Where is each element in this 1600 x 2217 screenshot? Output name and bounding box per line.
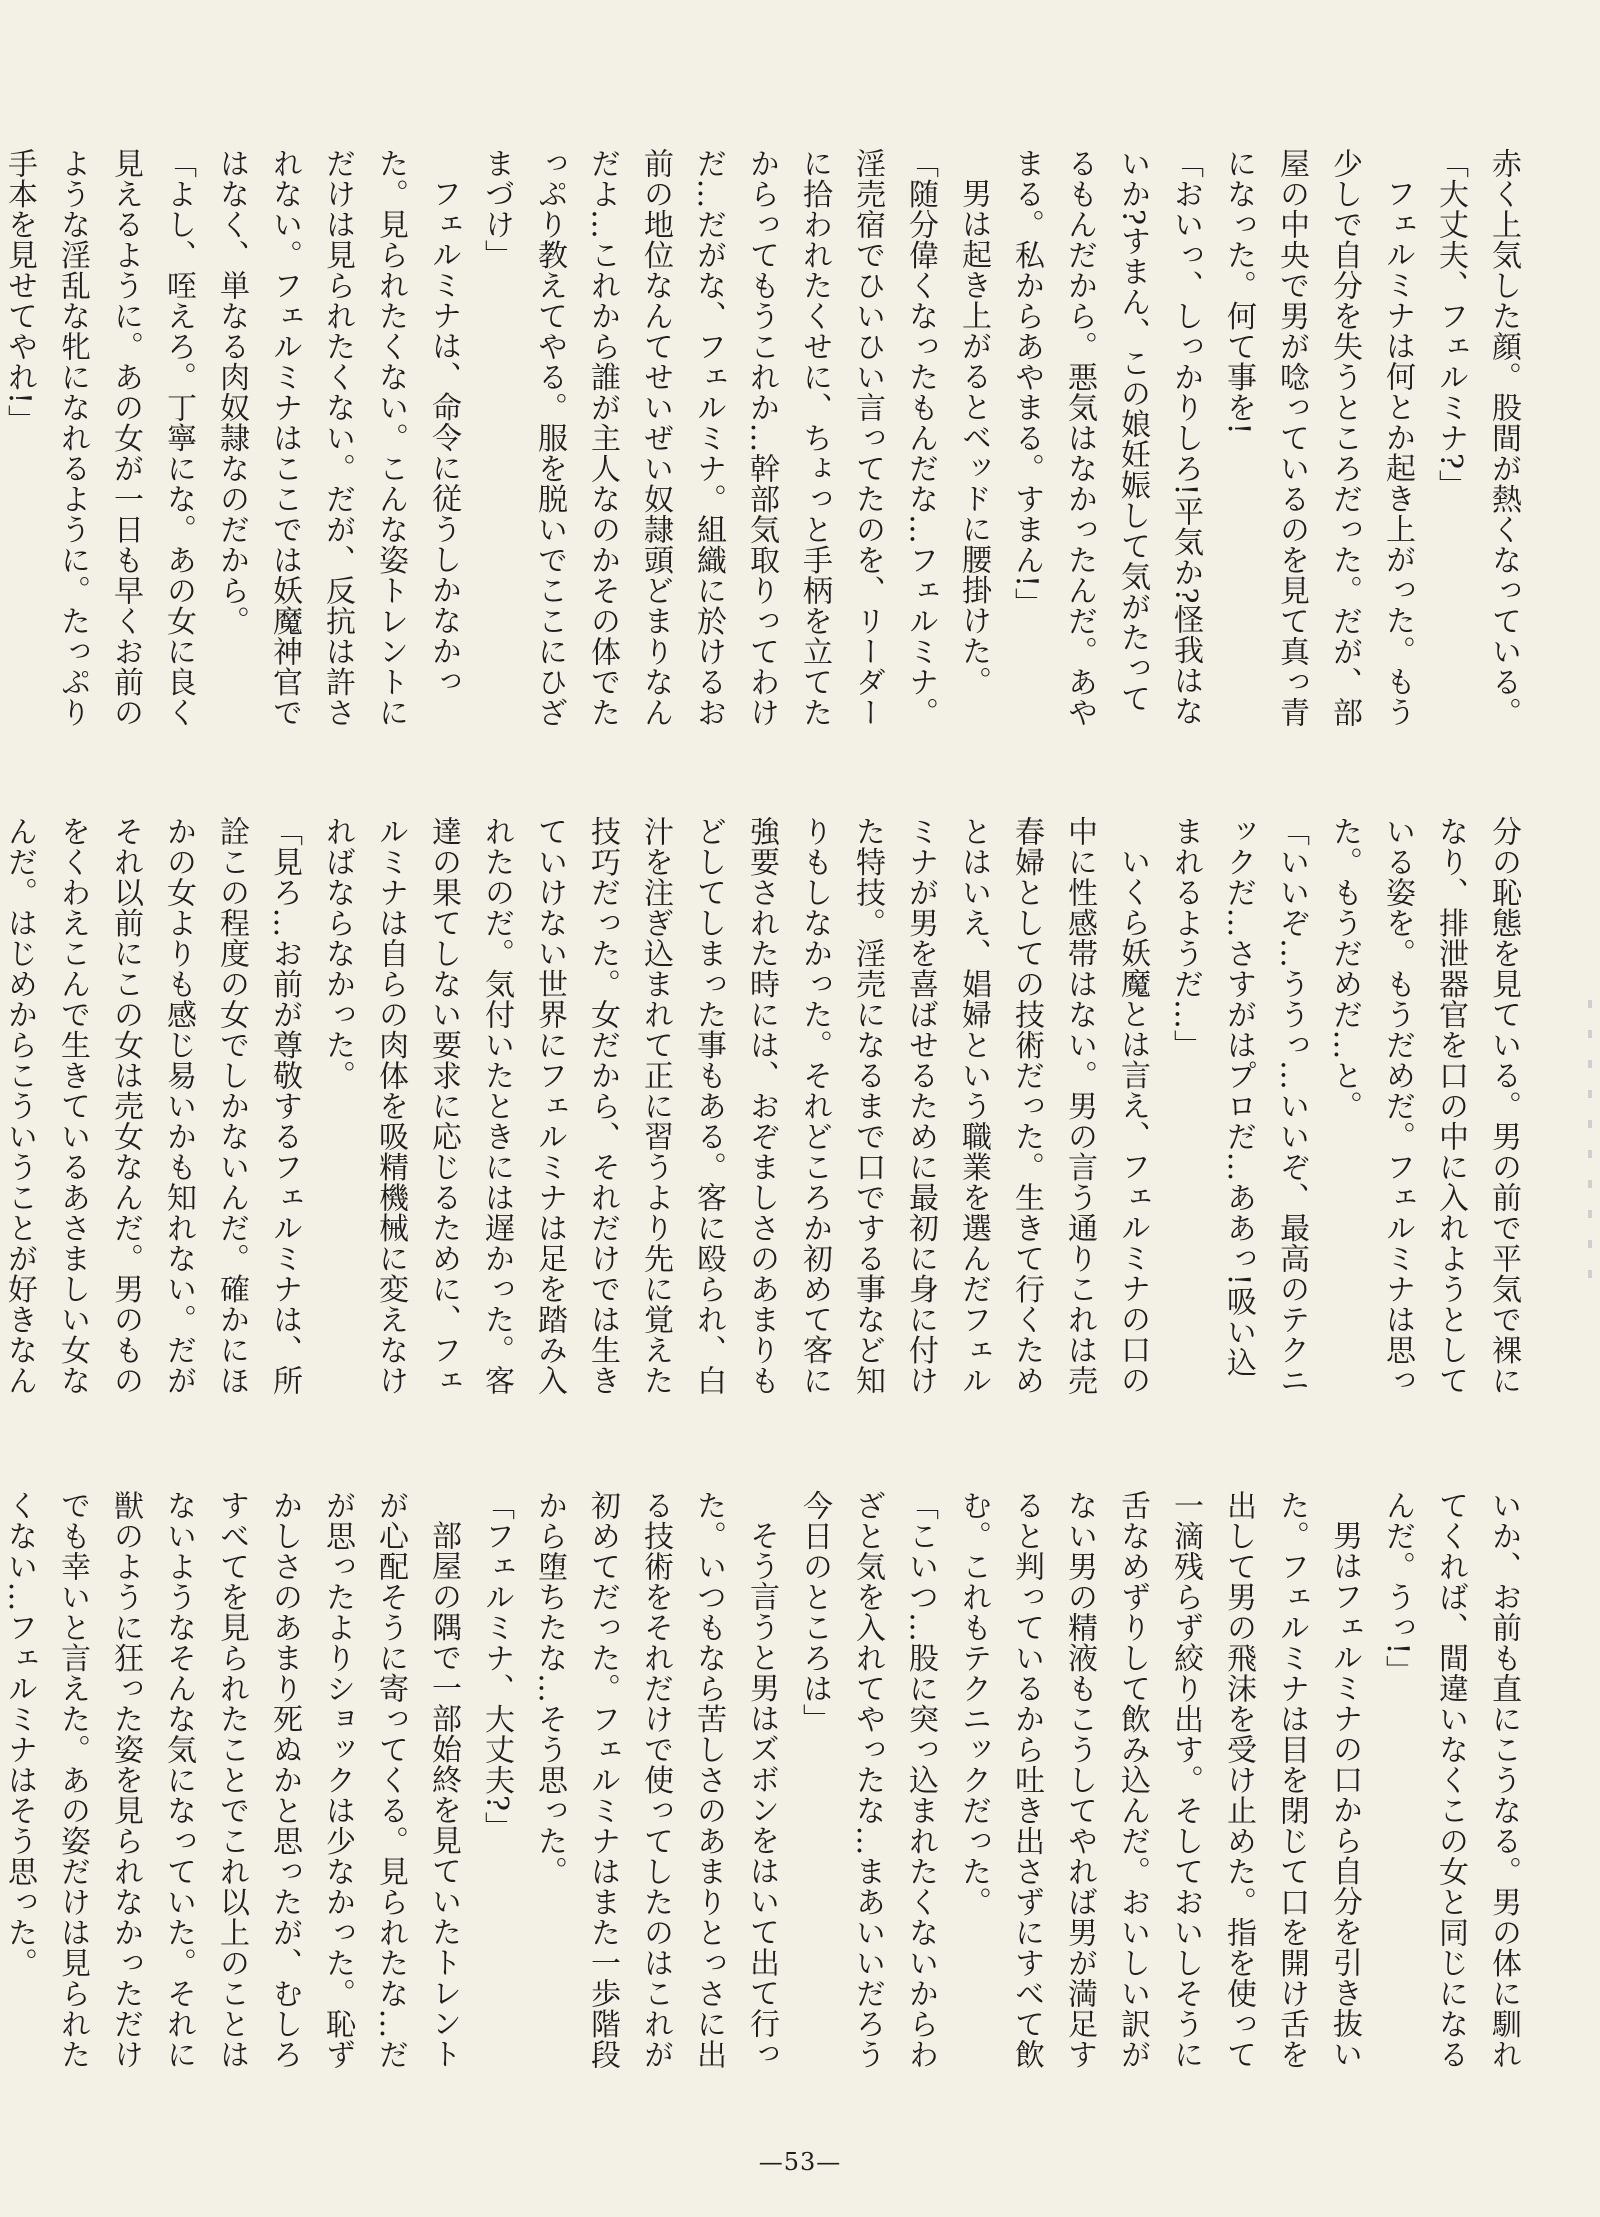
narration-paragraph: いか、お前も直にこうなる。男の体に馴れてくれば、間違いなくこの女と同じになるんだ。うっ!」 <box>1380 1490 1521 2070</box>
dialogue-paragraph: 「よし、咥えろ。丁寧にな。あの女に良く見えるように。あの女が一日も早くお前のような淫乱な牝になれるように。たっぷり手本を見せてやれ!」 <box>2 148 196 728</box>
page-number: —53— <box>758 2148 842 2176</box>
text-column-middle <box>2 816 1530 1406</box>
narration-paragraph: 男は起き上がるとベッドに腰掛けた。 <box>956 178 991 697</box>
text-column-top <box>2 148 1530 738</box>
dialogue-paragraph: 「こいつ…股に突っ込まれたくないからわざと気を入れてやったな…まあいいだろう今日のところは」 <box>797 1490 938 2070</box>
narration-paragraph: 分の恥態を見ている。男の前で平気で裸になり、排泄器官を口の中に入れようとしている姿を。もうだめだ。フェルミナは思った。もうだめだ…と。 <box>1327 816 1521 1396</box>
dialogue-paragraph: 「いいぞ…ううっ…いいぞ、最高のテクニックだ…さすがはプロだ…ああっ!吸い込まれるようだ…」 <box>1168 816 1309 1396</box>
dialogue-paragraph: 「フェルミナ、大丈夫?」 <box>479 1490 514 1843</box>
text-column-bottom <box>2 1490 1530 2080</box>
narration-paragraph: そう言うと男はズボンをはいて出て行った。いつもなら苦しさのあまりとっさに出る技術をそれだけで使ってしたのはこれが初めてだった。フェルミナはまた一歩階段から堕ちたな…そう思った。 <box>532 1490 779 2070</box>
scan-edge-artifacts <box>1588 1000 1592 1300</box>
dialogue-paragraph: 「随分偉くなったもんだな…フェルミナ。淫売宿でひいひい言ってたのを、リーダーに拾われたくせに、ちょっと手柄を立てたからってもうこれか…幹部気取りってわけだ…だがな、フェルミナ。組織に於けるお前の地位なんてせいぜい奴隷頭どまりなんだよ…これから誰が主人なのかその体でたっぷり教えてやる。服を脱いでここにひざまづけ」 <box>479 148 938 728</box>
narration-paragraph: フェルミナは、命令に従うしかなかった。見られたくない。こんな姿トレントにだけは見られたくない。だが、反抗は許されない。フェルミナはここでは妖魔神官ではなく、単なる肉奴隷なのだから。 <box>214 148 461 728</box>
dialogue-paragraph: 「見ろ…お前が尊敬するフェルミナは、所詮この程度の女でしかないんだ。確かにほかの女よりも感じ易いかも知れない。だがそれ以前にこの女は売女なんだ。男のものをくわえこんで生きているあさましい女なんだ。はじめからこういうことが好きなん <box>2 816 302 1396</box>
narration-paragraph: 赤く上気した顔。股間が熱くなっている。 <box>1486 148 1521 728</box>
narration-paragraph: フェルミナは何とか起き上がった。もう少しで自分を失うところだった。だが、部屋の中央で男が唸っているのを見て真っ青になった。何て事を! <box>1221 148 1415 728</box>
narration-paragraph: いくら妖魔とは言え、フェルミナの口の中に性感帯はない。男の言う通りこれは売春婦としての技術だった。生きて行くためとはいえ、娼婦という職業を選んだフェルミナが男を喜ばせるために最初に身に付けた特技。淫売になるまで口でする事など知りもしなかった。それどころか初めて客に強要された時には、おぞましさのあまりもどしてしまった事もある。客に殴られ、白汁を注ぎ込まれて正に習うより先に覚えた技巧だった。女だから、それだけでは生きていけない世界にフェルミナは足を踏み入れたのだ。気付いたときには遅かった。客達の果てしない要求に応じるために、フェルミナは自らの肉体を吸精機械に変えなければならなかった。 <box>320 816 1150 1396</box>
narration-paragraph: 部屋の隅で一部始終を見ていたトレントが心配そうに寄ってくる。見られたな…だが思ったよりショックは少なかった。恥ずかしさのあまり死ぬかと思ったが、むしろすべてを見られたことでこれ以上のことはないようなそんな気になっていた。それに獣のように狂った姿を見られなかっただけでも幸いと言えた。あの姿だけは見られたくない…フェルミナはそう思った。 <box>2 1490 461 2070</box>
narration-paragraph: 男はフェルミナの口から自分を引き抜いた。フェルミナは目を閉じて口を開け舌を出して男の飛沫を受け止めた。指を使って一滴残らず絞り出す。そしておいしそうに舌なめずりして飲み込んだ。おいしい訳がない男の精液もこうしてやれば男が満足すると判っているから吐き出さずにすべて飲む。これもテクニックだった。 <box>956 1490 1362 2070</box>
dialogue-paragraph: 「大丈夫、フェルミナ?」 <box>1433 148 1468 501</box>
dialogue-paragraph: 「おいっ、しっかりしろ!平気か?怪我はないか?すまん、この娘妊娠して気がたってるもんだから。悪気はなかったんだ。あやまる。私からあやまる。すまん!」 <box>1009 148 1203 728</box>
